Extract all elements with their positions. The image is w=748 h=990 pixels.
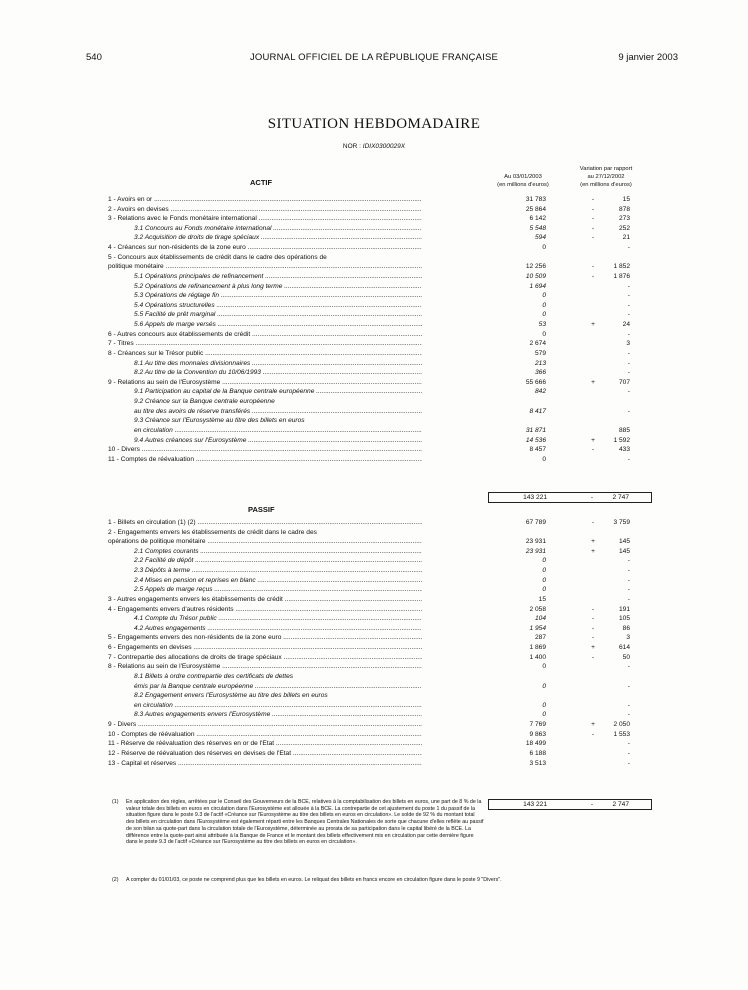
passif-total-box [488,799,652,810]
table-row [0,224,748,234]
row-variation: 1 852 [613,263,630,271]
row-label: au titre des avoirs de réserve transférés ..... [134,407,422,417]
footnote-text: A compter du 01/01/03, ce poste ne comprend plus que les billets en euros. Le reliquat des billets en francs encore en circulation figure dans le poste 9 "Divers". [126,877,502,883]
row-label: émis par la Banque centrale européenne ..... [134,682,422,692]
table-row [0,701,748,711]
table-row [0,368,748,378]
row-label: 3 - Autres engagements envers les établissements de crédit ..... [108,595,422,605]
table-row [0,397,748,407]
table-row [0,426,748,436]
row-amount: 0 [542,330,546,338]
row-variation: - [627,711,630,719]
row-variation: - [627,576,630,584]
row-amount: 25 864 [525,205,546,213]
row-variation: 145 [618,547,630,555]
row-label: 9 - Relations au sein de l'Eurosystème ..... [108,378,422,388]
table-row [0,359,748,369]
row-label: 8.2 Engagement envers l'Eurosystème au titre des billets en euros [134,692,328,700]
table-row [0,416,748,426]
table-row [0,310,748,320]
row-variation: 878 [618,205,630,213]
table-row [0,537,748,547]
row-amount: 0 [542,292,546,300]
row-label: en circulation ..... [134,701,422,711]
page-header [0,52,748,64]
row-amount: 0 [542,311,546,319]
footnote-number: (2) [112,877,119,883]
row-label: 9.4 Autres créances sur l'Eurosystème ..... [134,436,422,446]
row-amount: 0 [542,455,546,463]
row-amount: 579 [534,349,546,357]
table-row [0,320,748,330]
table-row [0,205,748,215]
row-variation: 3 759 [613,519,630,526]
row-variation: 2 050 [613,721,630,729]
row-label: 11 - Comptes de réévaluation ..... [108,455,422,465]
row-label: 11 - Réserve de réévaluation des réserves en or de l'Etat ..... [108,739,422,749]
row-variation: 885 [618,426,630,434]
nor-label: NOR : [342,143,361,150]
row-variation: 3 [626,634,630,642]
table-row [0,349,748,359]
table-row [0,282,748,292]
row-amount: 31 871 [525,426,546,434]
row-label: 5.1 Opérations principales de refinancement ..... [134,272,422,282]
table-row [0,556,748,566]
table-row [0,253,748,263]
row-sign: - [591,519,595,526]
row-sign: - [591,234,595,242]
row-label: 5 - Engagements envers des non-résidents de la zone euro ..... [108,633,422,643]
amount-column-header [492,173,554,189]
row-sign: - [591,615,595,623]
variation-column-header [568,165,644,190]
row-label: 13 - Capital et réserves ..... [108,759,422,769]
row-label: 8 - Relations au sein de l'Eurosystème ..... [108,662,422,672]
row-amount: 0 [542,586,546,594]
journal-title: JOURNAL OFFICIEL DE LA RÉPUBLIQUE FRANÇAISE [249,52,499,63]
row-amount: 9 863 [529,730,546,738]
row-label: 9 - Divers ..... [108,720,422,730]
table-row [0,614,748,624]
row-amount: 53 [538,321,546,329]
table-row [0,436,748,446]
table-row [0,243,748,253]
page-number: 540 [86,52,102,63]
passif-section-title: PASSIF [248,505,275,514]
row-amount: 7 769 [529,721,546,729]
variation-header-line: Variation par rapport [579,166,633,172]
footnote-number: (1) [112,799,119,805]
amount-header-unit: (en millions d'euros) [497,182,549,189]
row-amount: 0 [542,567,546,575]
row-amount: 6 142 [529,215,546,223]
row-sign: + [591,378,595,386]
row-variation: - [627,586,630,594]
table-row [0,633,748,643]
row-variation: - [627,749,630,757]
table-row [0,653,748,663]
row-label: 8.2 Au titre de la Convention du 10/06/1993 ..... [134,368,422,378]
table-row [0,749,748,759]
row-amount: 213 [534,359,546,367]
row-variation: - [627,292,630,300]
row-label: 8.1 Billets à ordre contrepartie des certificats de dettes [134,672,294,680]
row-label: 5.6 Appels de marge versés ..... [134,320,422,330]
row-sign: - [591,446,595,454]
row-amount: 31 783 [525,196,546,203]
row-variation: - [627,311,630,319]
row-label: 4.2 Autres engagements ..... [134,624,422,634]
row-label: 5 - Concours aux établissements de crédit dans le cadre des opérations de [108,253,327,261]
row-amount: 23 931 [525,547,546,555]
table-row [0,595,748,605]
row-amount: 8 417 [529,407,546,415]
row-variation: - [627,349,630,357]
row-label: 10 - Comptes de réévaluation ..... [108,730,422,740]
row-label: 5.3 Opérations de réglage fin ..... [134,291,422,301]
row-label: 2.5 Appels de marge reçus ..... [134,585,422,595]
row-sign: + [591,547,595,555]
row-sign: + [591,321,595,329]
passif-total-variation: 2 747 [612,801,629,808]
row-amount: 0 [542,682,546,690]
row-label: 3.1 Concours au Fonds monétaire international ..... [134,224,422,234]
row-variation: 50 [622,653,630,661]
row-amount: 23 931 [525,538,546,546]
variation-header-date: au 27/12/2002 [587,174,625,181]
row-sign: - [591,196,595,203]
actif-total-sign: - [590,494,594,501]
row-amount: 0 [542,701,546,709]
row-variation: 614 [618,644,630,652]
table-row [0,455,748,465]
document-title: SITUATION HEBDOMADAIRE [267,116,481,132]
table-row [0,387,748,397]
table-row [0,739,748,749]
table-row [0,605,748,615]
table-row [0,585,748,595]
row-label: 5.4 Opérations structurelles ..... [134,301,422,311]
row-label: 1 - Billets en circulation (1) (2) ..... [108,518,422,528]
row-sign: - [591,263,595,271]
row-variation: - [627,330,630,338]
table-row [0,691,748,701]
footnote-1 [112,799,484,846]
table-row [0,662,748,672]
row-variation: - [627,359,630,367]
row-amount: 0 [542,576,546,584]
row-amount: 3 513 [529,759,546,767]
row-label: 4.1 Compte du Trésor public ..... [134,614,422,624]
passif-total-sign: - [590,801,594,808]
row-variation: - [627,301,630,309]
table-row [0,672,748,682]
row-sign: - [591,215,595,223]
row-amount: 2 674 [529,340,546,348]
row-sign: - [591,634,595,642]
table-row [0,730,748,740]
row-amount: 14 536 [525,436,546,444]
table-row [0,214,748,224]
row-label: 9.2 Créance sur la Banque centrale européenne [134,398,275,406]
row-amount: 1 954 [529,624,546,632]
row-label: 9.1 Participation au capital de la Banque centrale européenne ..... [134,387,422,397]
row-variation: 86 [622,624,630,632]
row-variation: - [627,407,630,415]
table-row [0,445,748,455]
row-sign: - [591,224,595,232]
row-label: en circulation ..... [134,426,422,436]
row-label: 9.3 Créance sur l'Eurosystème au titre des billets en euros [134,417,305,425]
footnote-text: En application des règles, arrêtées par le Conseil des Gouverneurs de la BCE, relatives à la comptabilisation des billets en euros, une part de 8 % de la valeur totale des billets en euros en circulation dans l'Eurosystème est allouée à la BCE. La contrepartie de cet ajustement du poste 1 du passif de la situation figure dans le poste 9.3 de l'actif «Créance sur l'Eurosystème au titre des billets en euros en circulation». Le solde de 92 % du montant total des billets en circulation dans l'Eurosystème est également réparti entre les Banques Centrales Nationales de sorte que chacune d'elles reflète au passif de son bilan sa quote-part dans la circulation totale de l'Eurosystème, déterminée au prorata de sa participation dans le capital libéré de la BCE. La différence entre la quote-part ainsi attribuée à la Banque de France et le montant des billets effectivement mis en circulation par cette dernière figure dans le poste 9.3 de l'actif «Créance sur l'Eurosystème au titre des billets en euros en circulation». [126,799,484,846]
row-sign: + [591,538,595,546]
row-sign: - [591,605,595,613]
actif-total-variation: 2 747 [612,494,629,501]
row-variation: 191 [618,605,630,613]
row-amount: 0 [542,301,546,309]
row-sign: - [591,730,595,738]
row-label: 2 - Engagements envers les établissements de crédit dans le cadre des [108,528,317,536]
table-row [0,272,748,282]
row-label: 2.1 Comptes courants ..... [134,547,422,557]
table-row [0,710,748,720]
row-variation: - [627,455,630,463]
row-variation: 1 553 [613,730,630,738]
row-label: 2.4 Mises en pension et reprises en blanc ..... [134,576,422,586]
row-amount: 0 [542,663,546,671]
row-amount: 2 058 [529,605,546,613]
row-label: politique monétaire ..... [108,262,422,272]
row-label: 2 - Avoirs en devises ..... [108,205,422,215]
row-amount: 5 548 [529,224,546,232]
row-amount: 594 [534,234,546,242]
row-variation: 1 876 [613,272,630,280]
row-variation: 24 [622,321,630,329]
table-row [0,576,748,586]
row-sign: + [591,644,595,652]
row-amount: 366 [534,369,546,377]
row-label: 12 - Réserve de réévaluation des réserves en devises de l'Etat ..... [108,749,422,759]
row-label: 8 - Créances sur le Trésor public ..... [108,349,422,359]
footnote-2 [112,877,654,884]
row-label: 4 - Créances sur non-résidents de la zone euro ..... [108,243,422,253]
row-amount: 1 400 [529,653,546,661]
actif-total-amount: 143 221 [523,494,547,501]
row-variation: - [627,663,630,671]
row-amount: 18 499 [525,740,546,748]
table-row [0,291,748,301]
row-variation: 21 [622,234,630,242]
table-row [0,233,748,243]
table-row [0,262,748,272]
row-sign: - [591,624,595,632]
row-amount: 0 [542,711,546,719]
nor-code: IDIX0300029X [362,143,406,150]
row-variation: - [627,682,630,690]
row-label: 10 - Divers ..... [108,445,422,455]
variation-header-unit: (en millions d'euros) [580,182,632,189]
row-variation: - [627,759,630,767]
row-amount: 15 [538,595,546,603]
row-variation: 15 [622,196,630,203]
row-amount: 842 [534,388,546,396]
table-row [0,528,748,538]
row-sign: - [591,205,595,213]
row-variation: - [627,595,630,603]
row-amount: 287 [534,634,546,642]
table-row [0,643,748,653]
row-amount: 8 457 [529,446,546,454]
amount-header-line: Au 03/01/2003 [504,174,542,180]
row-variation: 433 [618,446,630,454]
row-variation: 145 [618,538,630,546]
table-row [0,407,748,417]
row-variation: - [627,740,630,748]
row-variation: - [627,369,630,377]
row-amount: 1 694 [529,282,546,290]
table-row [0,682,748,692]
row-amount: 55 666 [525,378,546,386]
row-variation: 252 [618,224,630,232]
row-variation: - [627,701,630,709]
row-label: 7 - Titres ..... [108,339,422,349]
row-sign: - [591,272,595,280]
row-variation: 105 [618,615,630,623]
row-label: 2.2 Facilité de dépôt ..... [134,556,422,566]
row-variation: - [627,388,630,396]
row-amount: 10 509 [525,272,546,280]
table-row [0,566,748,576]
table-row [0,518,748,528]
row-label: 8.1 Au titre des monnaies divisionnaires ..... [134,359,422,369]
actif-section-title: ACTIF [250,178,273,187]
row-sign: + [591,436,595,444]
row-label: 8.3 Autres engagements envers l'Eurosystème ..... [134,710,422,720]
passif-total-amount: 143 221 [523,801,547,808]
row-amount: 104 [534,615,546,623]
row-amount: 6 188 [529,749,546,757]
table-row [0,339,748,349]
actif-total-box [488,492,652,503]
row-label: 6 - Autres concours aux établissements de crédit ..... [108,330,422,340]
issue-date: 9 janvier 2003 [618,52,678,63]
table-row [0,624,748,634]
row-variation: - [627,557,630,565]
table-row [0,720,748,730]
row-sign: + [591,721,595,729]
table-row [0,195,748,205]
row-label: 6 - Engagements en devises ..... [108,643,422,653]
row-amount: 1 869 [529,644,546,652]
row-sign: - [591,653,595,661]
table-row [0,547,748,557]
row-variation: - [627,282,630,290]
row-label: 5.2 Opérations de refinancement à plus long terme ..... [134,282,422,292]
row-variation: 707 [618,378,630,386]
row-variation: 3 [626,340,630,348]
row-label: 1 - Avoirs en or ..... [108,195,422,205]
row-label: 7 - Contrepartie des allocations de droits de tirage spéciaux ..... [108,653,422,663]
row-variation: 1 592 [613,436,630,444]
row-amount: 0 [542,244,546,252]
table-row [0,759,748,769]
row-variation: 273 [618,215,630,223]
row-amount: 67 789 [525,519,546,526]
row-amount: 0 [542,557,546,565]
row-label: 4 - Engagements envers d'autres résidents ..... [108,605,422,615]
nor-reference [0,143,748,150]
row-label: 5.5 Facilité de prêt marginal ..... [134,310,422,320]
row-amount: 12 256 [525,263,546,271]
row-label: 2.3 Dépôts à terme ..... [134,566,422,576]
table-row [0,301,748,311]
row-label: 3.2 Acquisition de droits de tirage spéciaux ..... [134,233,422,243]
row-label: opérations de politique monétaire ..... [108,537,422,547]
row-label: 3 - Relations avec le Fonds monétaire international ..... [108,214,422,224]
table-row [0,378,748,388]
table-row [0,330,748,340]
row-variation: - [627,567,630,575]
row-variation: - [627,244,630,252]
